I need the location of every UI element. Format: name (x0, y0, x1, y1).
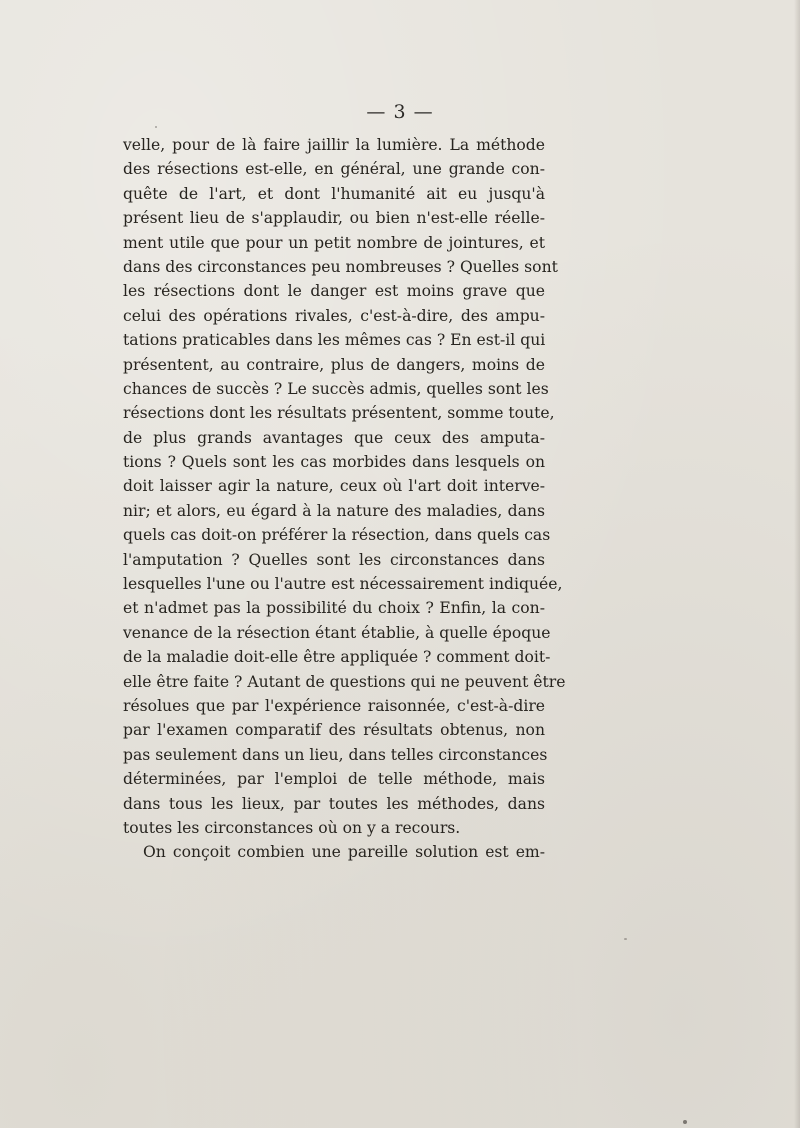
paper-speck (683, 1120, 687, 1124)
text-line: et n'admet pas la possibilité du choix ? Enfin, la con- (123, 599, 545, 618)
text-line: doit laisser agir la nature, ceux où l'art doit interve- (123, 477, 545, 496)
text-line: présent lieu de s'applaudir, ou bien n'est-elle réelle- (123, 209, 545, 228)
text-line: l'amputation ? Quelles sont les circonstances dans (123, 550, 545, 569)
text-line: velle, pour de là faire jaillir la lumière. La méthode (123, 136, 545, 154)
text-line: résolues que par l'expérience raisonnée, c'est-à-dire (123, 696, 545, 715)
body-text (123, 133, 566, 865)
text-line: les résections dont le danger est moins grave que (123, 282, 545, 301)
text-line: chances de succès ? Le succès admis, quelles sont les (123, 379, 549, 398)
text-line: dans tous les lieux, par toutes les méthodes, dans (123, 794, 545, 813)
text-line: nir; et alors, eu égard à la nature des maladies, dans (123, 501, 545, 520)
text-line: ment utile que pour un petit nombre de jointures, et (123, 233, 545, 252)
text-line: déterminées, par l'emploi de telle méthode, mais (123, 770, 545, 789)
text-line: de la maladie doit-elle être appliquée ? comment doit- (123, 648, 551, 667)
text-line: quête de l'art, et dont l'humanité ait eu jusqu'à (123, 184, 545, 203)
text-line: dans des circonstances peu nombreuses ? Quelles sont (123, 257, 558, 276)
page-edge-shadow (794, 0, 800, 1128)
text-line: résections dont les résultats présentent, somme toute, (123, 404, 555, 423)
text-line: tions ? Quels sont les cas morbides dans lesquels on (123, 453, 545, 472)
text-line: quels cas doit-on préférer la résection, dans quels cas (123, 526, 551, 545)
text-line: pas seulement dans un lieu, dans telles circonstances (123, 745, 548, 764)
text-line: tations praticables dans les mêmes cas ? En est-il qui (123, 331, 546, 350)
text-line: celui des opérations rivales, c'est-à-dire, des ampu- (123, 306, 545, 325)
text-line: des résections est-elle, en général, une grande con- (123, 160, 545, 179)
paragraph-first-line: On conçoit combien une pareille solution est em- (143, 843, 545, 862)
text-line: toutes les circonstances où on y a recours. (123, 818, 461, 837)
text-line: présentent, au contraire, plus de dangers, moins de (123, 355, 545, 374)
text-line: venance de la résection étant établie, à quelle époque (123, 623, 551, 642)
paper-speck (155, 126, 157, 128)
text-line: par l'examen comparatif des résultats obtenus, non (123, 721, 545, 740)
text-line: elle être faite ? Autant de questions qui ne peuvent être (123, 672, 566, 691)
text-line: de plus grands avantages que ceux des amputa- (123, 428, 545, 447)
paper-speck (624, 938, 627, 940)
page-number: — 3 — (366, 101, 434, 123)
text-line: lesquelles l'une ou l'autre est nécessairement indiquée, (123, 575, 563, 594)
